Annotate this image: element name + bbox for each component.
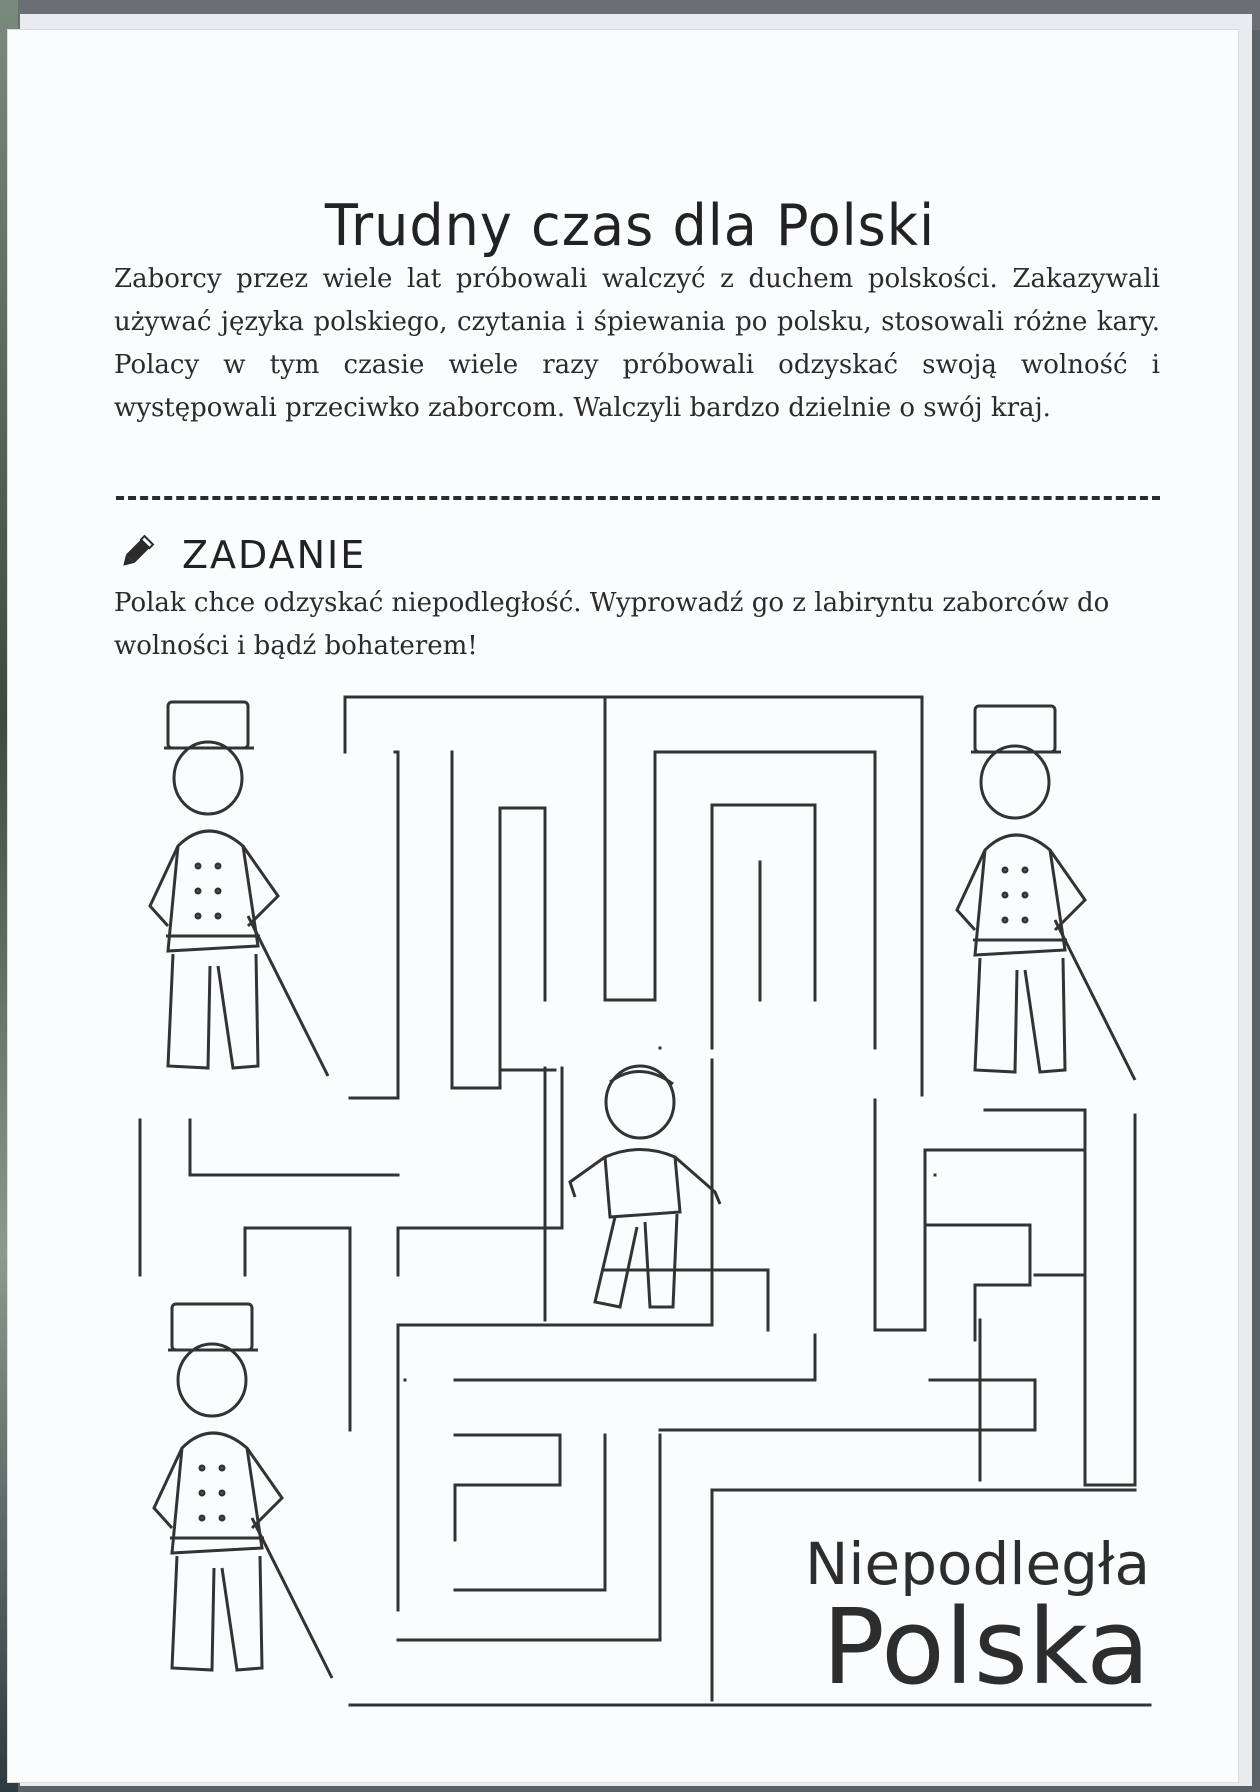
soldier-illustration-bottom-left	[142, 1298, 342, 1698]
task-label: ZADANIE	[182, 533, 367, 577]
soldier-illustration-top-right	[945, 700, 1145, 1100]
task-instructions: Polak chce odzyskać niepodległość. Wyprowadź go z labiryntu zaborców do wolności i bądź bohaterem!	[114, 588, 1110, 661]
intro-paragraph: Zaborcy przez wiele lat próbowali walczyć z duchem polskości. Zakazywali używać języka polskiego, czytania i śpiewania po polsku, stosowali różne kary. Polacy w tym czasie wiele razy próbowali odzyskać swoją wolność i występowali przeciwko zaborcom. Walczyli bardzo dzielnie o swój kraj.	[114, 264, 1160, 423]
boy-illustration	[565, 1062, 725, 1322]
brand-line-2: Polska	[822, 1586, 1150, 1708]
brand-line-1: Niepodległa	[805, 1530, 1150, 1598]
page-title: Trudny czas dla Polski	[324, 192, 936, 259]
soldier-illustration-top-left	[138, 696, 338, 1096]
